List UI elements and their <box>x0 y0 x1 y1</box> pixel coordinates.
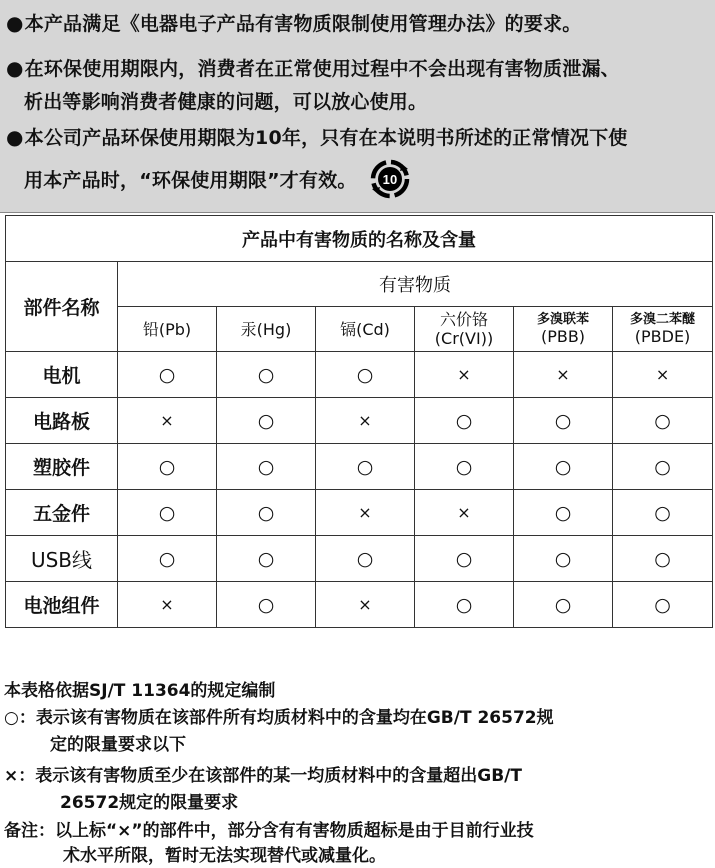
substance-mark: ○ <box>613 536 713 582</box>
substance-mark: ○ <box>316 444 415 490</box>
substance-mark: ○ <box>217 536 316 582</box>
substance-mark: ○ <box>415 536 514 582</box>
notice-line-3: ●本公司产品环保使用期限为10年，只有在本说明书所述的正常情况下使 <box>6 125 628 149</box>
note-basis: 本表格依据SJ/T 11364的规定编制 <box>4 681 276 701</box>
substance-mark: × <box>613 352 713 398</box>
bullet-dot: ● <box>6 11 24 35</box>
notice-line-1: ●本产品满足《电器电子产品有害物质限制使用管理办法》的要求。 <box>6 11 582 35</box>
substance-mark: ○ <box>514 582 613 628</box>
substance-mark: × <box>514 352 613 398</box>
substance-mark: ○ <box>118 490 217 536</box>
component-name: 五金件 <box>6 490 118 536</box>
hazardous-substance-table <box>5 215 713 628</box>
substance-mark: × <box>316 490 415 536</box>
substance-mark: ○ <box>613 444 713 490</box>
table-row <box>6 398 713 444</box>
component-name: 电池组件 <box>6 582 118 628</box>
notice-line-2-cont: 析出等影响消费者健康的问题，可以放心使用。 <box>24 91 428 113</box>
substance-mark: ○ <box>217 444 316 490</box>
substance-mark: ○ <box>118 352 217 398</box>
table-row <box>6 582 713 628</box>
substance-mark: ○ <box>415 398 514 444</box>
epup-logo-icon <box>369 158 411 200</box>
substance-mark: × <box>316 582 415 628</box>
substance-mark: ○ <box>316 352 415 398</box>
table-row <box>6 444 713 490</box>
component-name: USB线 <box>6 536 118 582</box>
substance-mark: × <box>118 582 217 628</box>
epup-number: 10 <box>382 172 398 187</box>
note-circle-cont: 定的限量要求以下 <box>50 735 186 755</box>
table-row <box>6 352 713 398</box>
substance-mark: × <box>415 352 514 398</box>
note-remark-cont: 术水平所限，暂时无法实现替代或减量化。 <box>63 846 386 866</box>
substance-mark: ○ <box>613 490 713 536</box>
bullet-dot: ● <box>6 56 24 80</box>
substance-mark: ○ <box>514 398 613 444</box>
notice-panel <box>0 0 715 213</box>
substance-mark: × <box>118 398 217 444</box>
substance-mark: ○ <box>217 490 316 536</box>
substance-header-cd: 镉(Cd) <box>316 307 415 352</box>
substance-group-header: 有害物质 <box>118 262 713 307</box>
substance-header-hg: 汞(Hg) <box>217 307 316 352</box>
bullet-dot: ● <box>6 125 24 149</box>
notice-line-2: ●在环保使用期限内，消费者在正常使用过程中不会出现有害物质泄漏、 <box>6 56 620 80</box>
substance-mark: ○ <box>415 444 514 490</box>
substance-mark: ○ <box>514 536 613 582</box>
substance-mark: ○ <box>118 536 217 582</box>
substance-mark: ○ <box>316 536 415 582</box>
substance-mark: × <box>415 490 514 536</box>
substance-header-pbb: 多溴联苯 (PBB) <box>514 307 613 352</box>
substance-header-pbde: 多溴二苯醚 (PBDE) <box>613 307 713 352</box>
table-row <box>6 536 713 582</box>
substance-mark: ○ <box>514 444 613 490</box>
component-header: 部件名称 <box>6 262 118 352</box>
substance-mark: ○ <box>217 352 316 398</box>
substance-mark: ○ <box>217 582 316 628</box>
component-name: 塑胶件 <box>6 444 118 490</box>
substance-header-pb: 铅(Pb) <box>118 307 217 352</box>
notice-line-3-cont: 用本产品时，“环保使用期限”才有效。 10 <box>24 160 411 202</box>
table-row <box>6 490 713 536</box>
substance-mark: ○ <box>613 398 713 444</box>
substance-header-cr6: 六价铬 (Cr(VI)) <box>415 307 514 352</box>
note-cross-cont: 26572规定的限量要求 <box>60 793 239 813</box>
substance-mark: ○ <box>415 582 514 628</box>
substance-mark: × <box>316 398 415 444</box>
substance-mark: ○ <box>217 398 316 444</box>
substance-mark: ○ <box>118 444 217 490</box>
note-cross: ×：表示该有害物质至少在该部件的某一均质材料中的含量超出GB/T <box>4 766 522 786</box>
component-name: 电机 <box>6 352 118 398</box>
substance-mark: ○ <box>514 490 613 536</box>
substance-mark: ○ <box>613 582 713 628</box>
note-remark: 备注：以上标“×”的部件中，部分含有有害物质超标是由于目前行业技 <box>4 821 534 841</box>
table-title: 产品中有害物质的名称及含量 <box>6 216 713 262</box>
component-name: 电路板 <box>6 398 118 444</box>
note-circle: ○：表示该有害物质在该部件所有均质材料中的含量均在GB/T 26572规 <box>4 708 554 728</box>
